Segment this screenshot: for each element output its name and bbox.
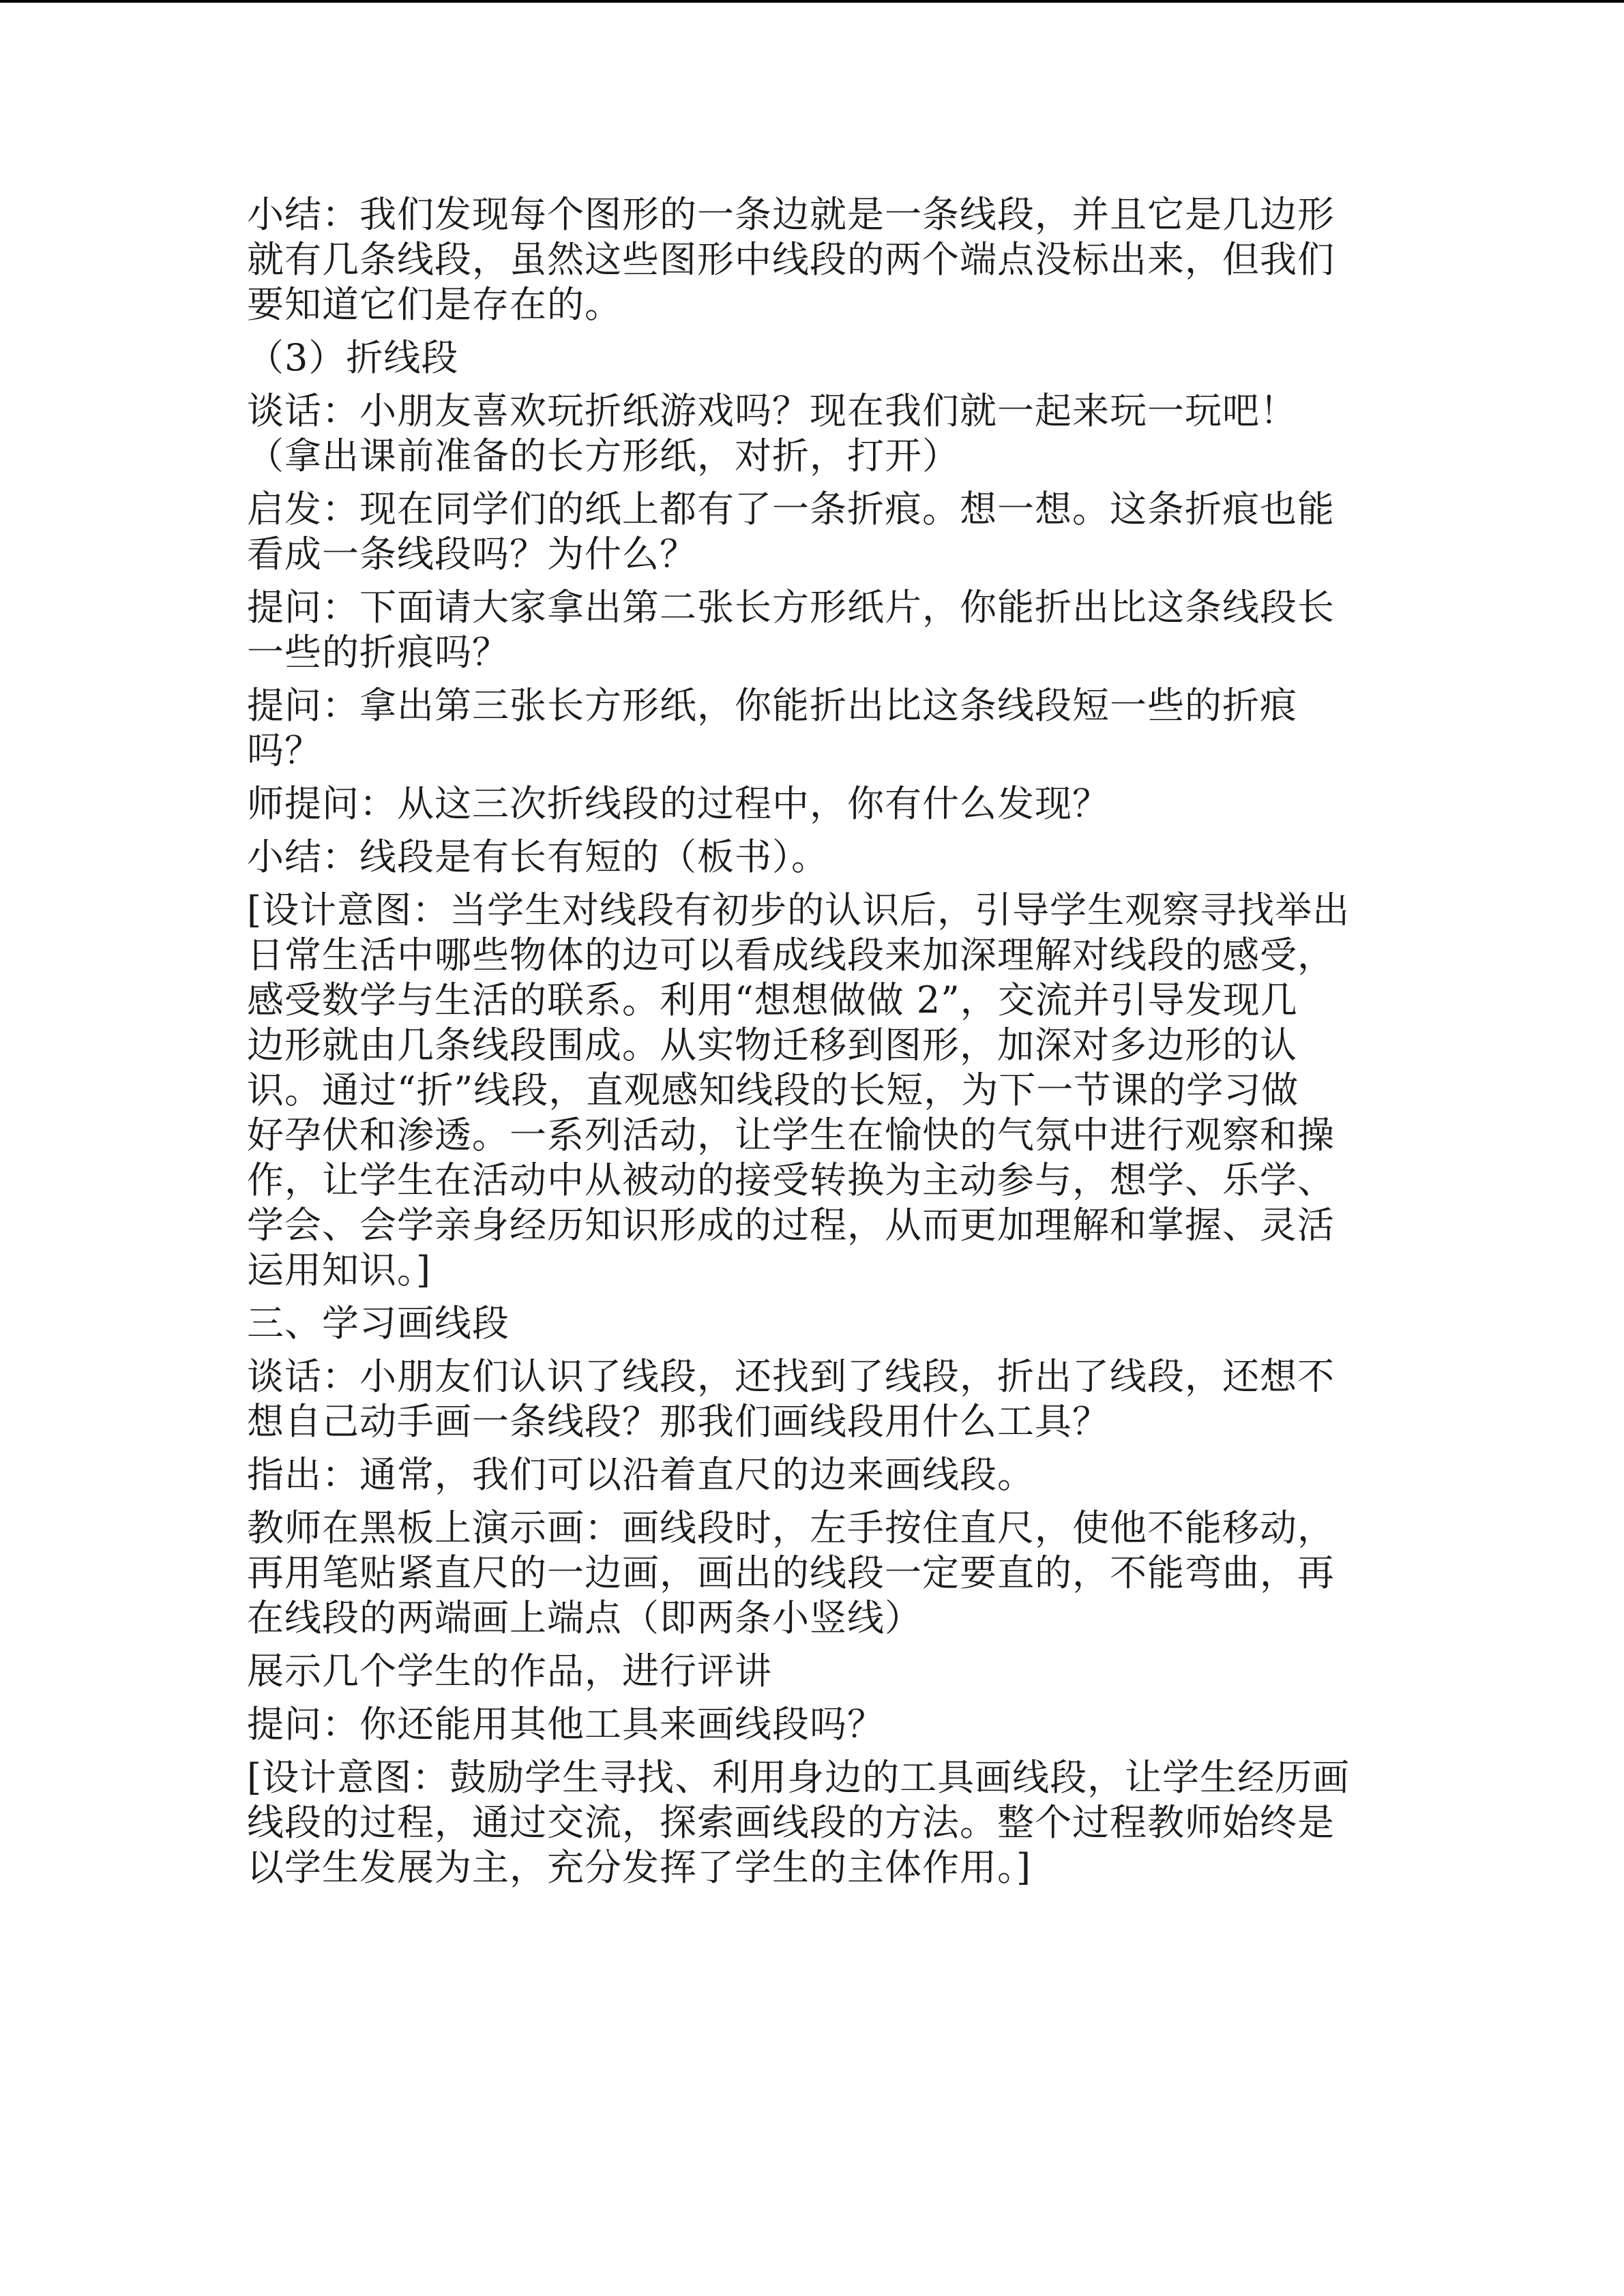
text-line: [设计意图：鼓励学生寻找、利用身边的工具画线段，让学生经历画 [247,1756,1350,1799]
paragraph-talk-1 [247,389,1379,479]
text-line: 展示几个学生的作品，进行评讲 [247,1650,772,1693]
document-body [247,192,1379,1898]
paragraph-showcase [247,1649,1379,1694]
paragraph-talk-2 [247,1354,1379,1444]
paragraph-demo [247,1506,1379,1641]
text-line: 提问：拿出第三张长方形纸，你能折出比这条线段短一些的折痕 [247,684,1297,727]
paragraph-point-out [247,1452,1379,1497]
text-line: 作，让学生在活动中从被动的接受转换为主动参与，想学、乐学、 [247,1159,1335,1202]
text-line: 想自己动手画一条线段？那我们画线段用什么工具？ [247,1400,1110,1443]
text-line: 识。通过“折”线段，直观感知线段的长短，为下一节课的学习做 [247,1069,1299,1112]
text-line: 感受数学与生活的联系。利用“想想做做 2”，交流并引导发现几 [247,979,1298,1022]
text-line: 启发：现在同学们的纸上都有了一条折痕。想一想。这条折痕也能 [247,488,1335,531]
text-line: 日常生活中哪些物体的边可以看成线段来加深理解对线段的感受， [247,934,1335,976]
text-line: 提问：你还能用其他工具来画线段吗？ [247,1703,885,1746]
paragraph-section-three-heading [247,1301,1379,1346]
text-line: 三、学习画线段 [247,1302,510,1345]
paragraph-design-intent-2 [247,1755,1379,1890]
text-line: 一些的折痕吗？ [247,631,510,674]
text-line: 运用知识。] [247,1249,432,1292]
text-line: [设计意图：当学生对线段有初步的认识后，引导学生观察寻找举出 [247,889,1350,931]
text-line: 再用笔贴紧直尺的一边画，画出的线段一定要直的，不能弯曲，再 [247,1551,1335,1594]
text-line: 以学生发展为主，充分发挥了学生的主体作用。] [247,1846,1032,1889]
paragraph-inspire [247,487,1379,577]
paragraph-section-3-heading [247,336,1379,381]
text-line: 在线段的两端画上端点（即两条小竖线） [247,1596,922,1639]
text-line: 看成一条线段吗？为什么？ [247,533,697,576]
text-line: 小结：线段是有长有短的（板书）。 [247,835,829,878]
text-line: 学会、会学亲身经历知识形成的过程，从而更加理解和掌握、灵活 [247,1204,1335,1247]
text-line: 提问：下面请大家拿出第二张长方形纸片，你能折出比这条线段长 [247,586,1335,629]
text-line: 要知道它们是存在的。 [247,283,622,326]
text-line: （3）折线段 [247,336,459,379]
paragraph-summary-1 [247,192,1379,327]
text-line: 吗？ [247,729,322,772]
text-line: 师提问：从这三次折线段的过程中，你有什么发现？ [247,782,1110,825]
paragraph-design-intent-1 [247,888,1379,1293]
text-line: （拿出课前准备的长方形纸，对折，打开） [247,434,960,477]
paragraph-question-2 [247,683,1379,773]
paragraph-teacher-question [247,781,1379,826]
text-line: 谈话：小朋友喜欢玩折纸游戏吗？现在我们就一起来玩一玩吧！ [247,389,1297,432]
paragraph-question-3 [247,1702,1379,1747]
page-top-border [0,0,1624,3]
text-line: 线段的过程，通过交流，探索画线段的方法。整个过程教师始终是 [247,1801,1335,1844]
text-line: 谈话：小朋友们认识了线段，还找到了线段，折出了线段，还想不 [247,1355,1335,1398]
text-line: 教师在黑板上演示画：画线段时，左手按住直尺，使他不能移动， [247,1506,1335,1549]
paragraph-question-1 [247,585,1379,675]
text-line: 就有几条线段，虽然这些图形中线段的两个端点没标出来，但我们 [247,238,1335,281]
text-line: 小结：我们发现每个图形的一条边就是一条线段，并且它是几边形 [247,193,1335,236]
text-line: 指出：通常，我们可以沿着直尺的边来画线段。 [247,1453,1035,1496]
text-line: 好孕伏和渗透。一系列活动，让学生在愉快的气氛中进行观察和操 [247,1114,1335,1157]
text-line: 边形就由几条线段围成。从实物迁移到图形，加深对多边形的认 [247,1024,1297,1067]
paragraph-summary-2 [247,835,1379,880]
